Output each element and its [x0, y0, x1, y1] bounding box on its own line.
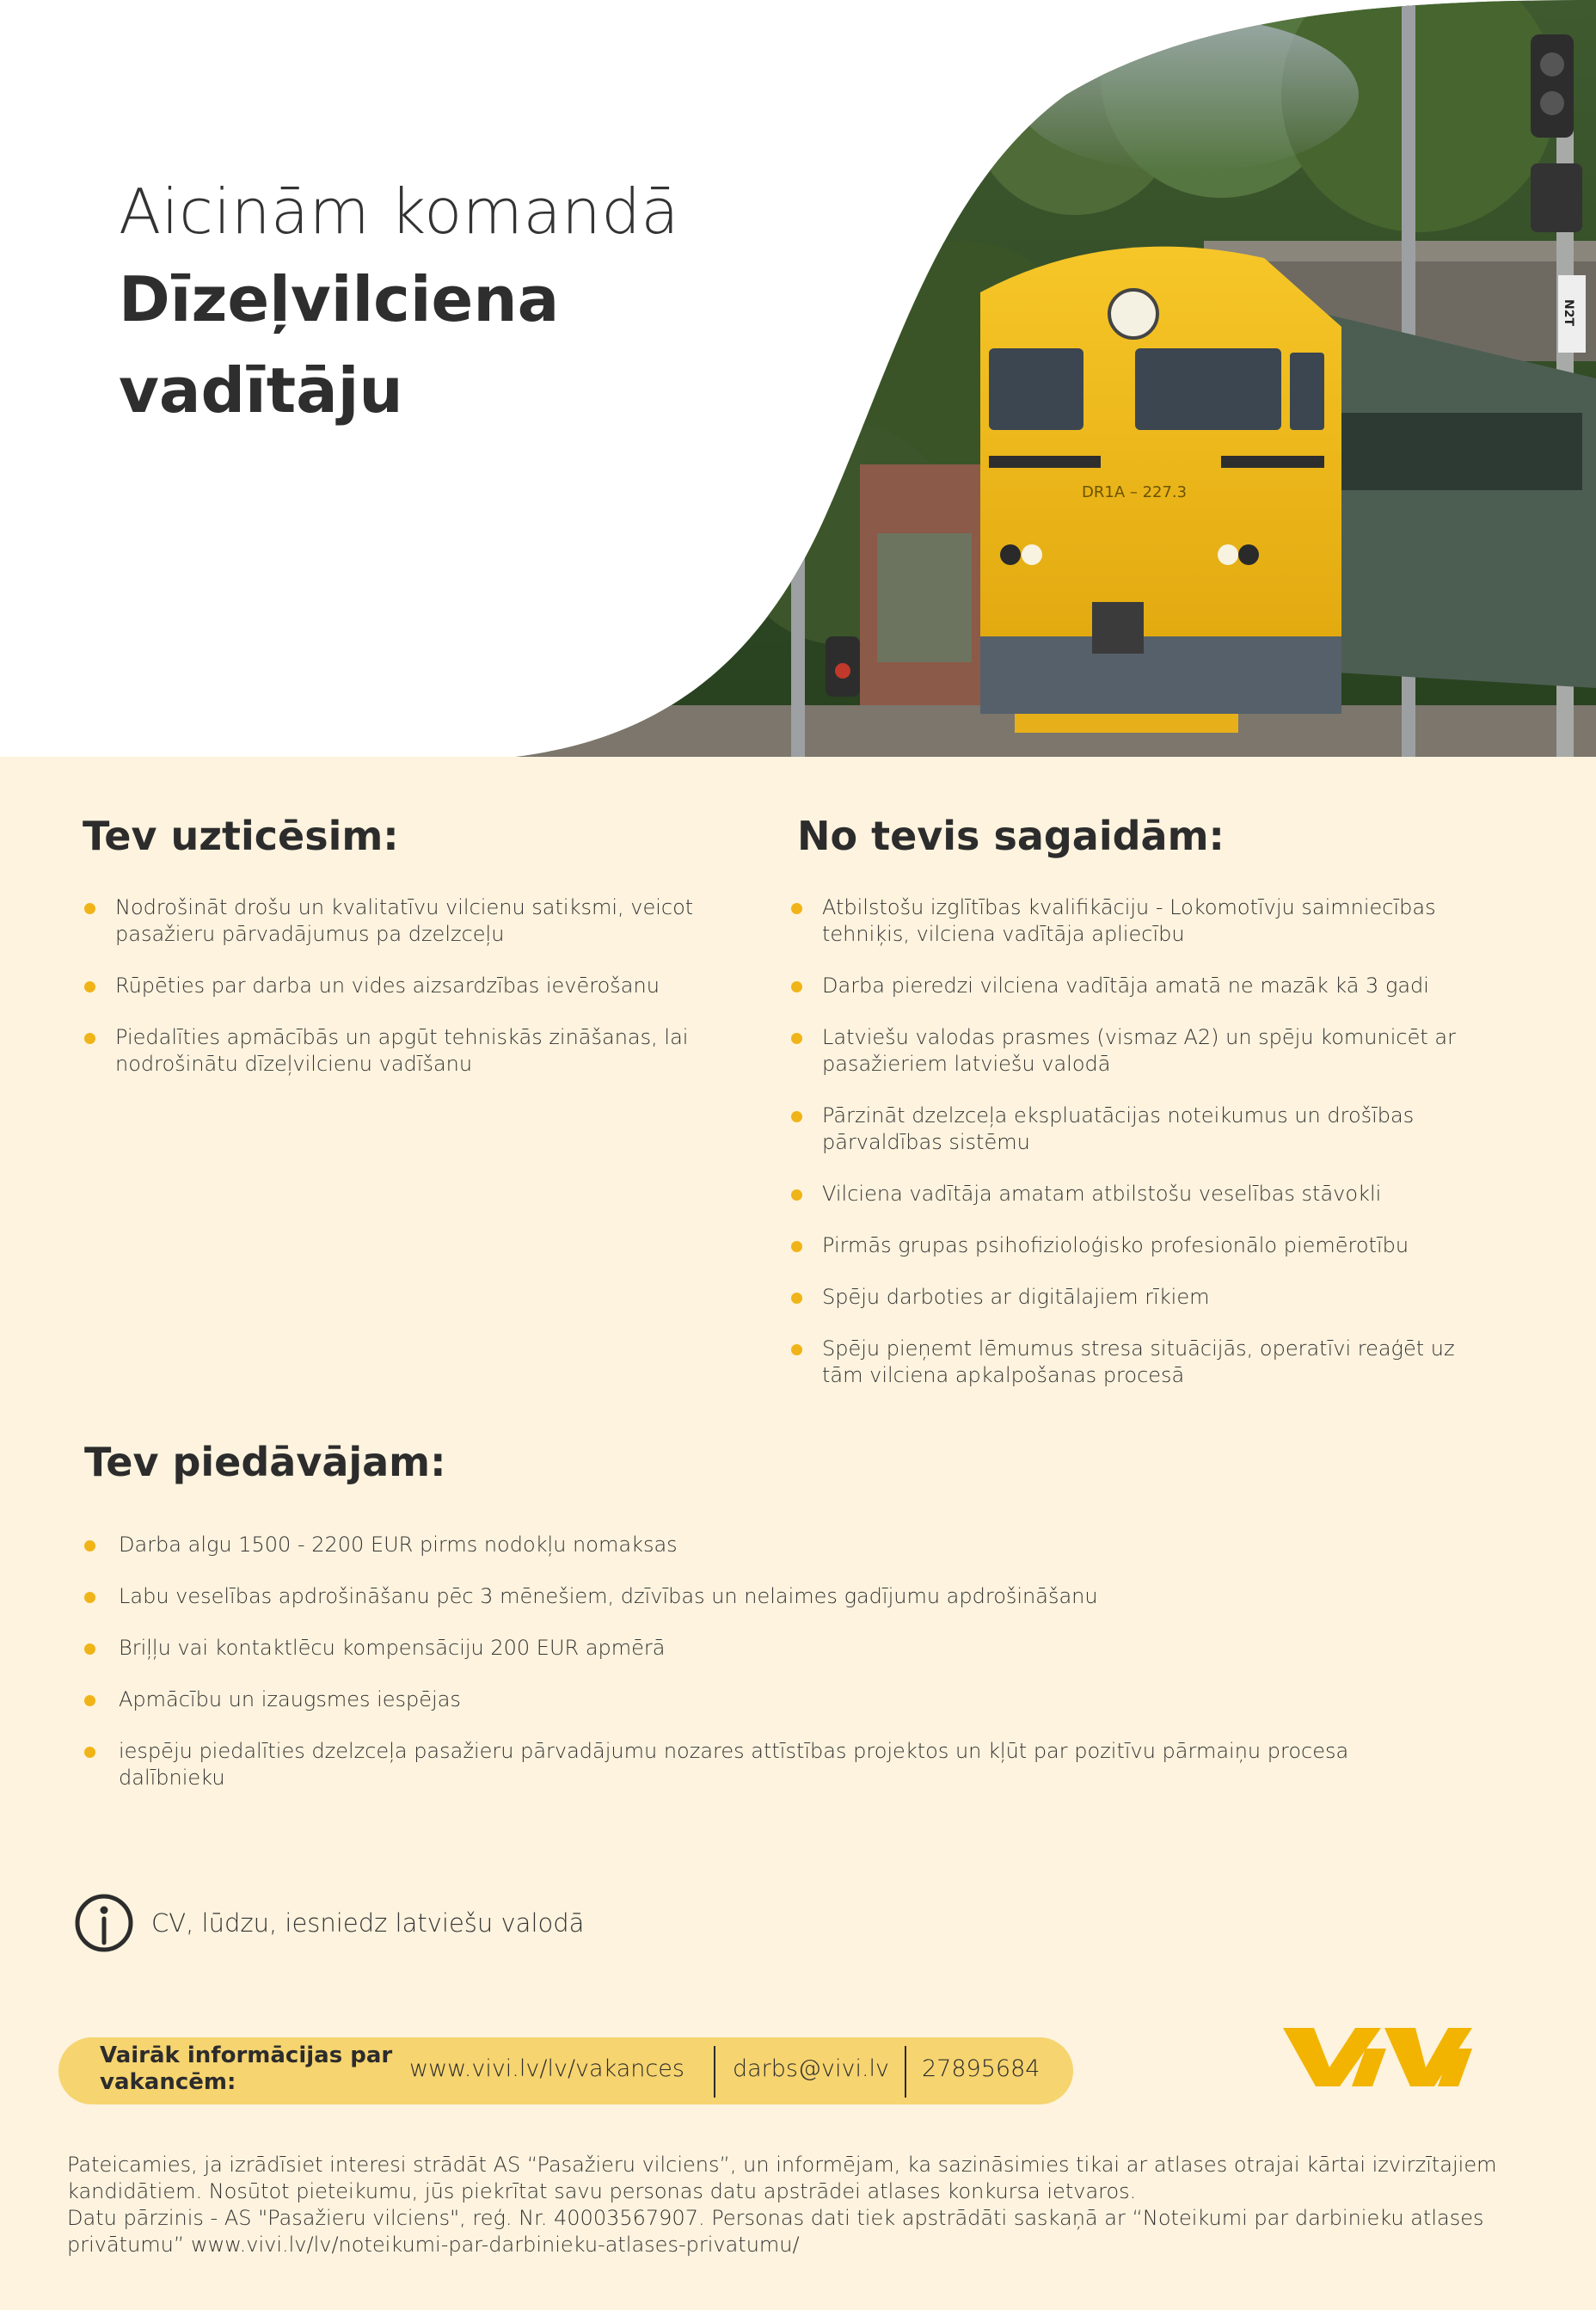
bullet-dot — [84, 1747, 95, 1758]
hero-banner — [0, 0, 1596, 757]
contact-bar — [58, 2037, 1073, 2104]
privacy-footer — [67, 2152, 1546, 2258]
bullet-dot — [84, 1695, 95, 1706]
list-item — [791, 973, 1462, 999]
list-item-text: Briļļu vai kontaktlēcu kompensāciju 200 EUR apmērā — [119, 1636, 666, 1660]
bullet-dot — [84, 903, 95, 914]
vivi-logo — [1280, 2023, 1476, 2092]
list-item-text: Apmācību un izaugsmes iespējas — [119, 1687, 461, 1711]
bullet-dot — [84, 1643, 95, 1655]
list-item — [791, 1103, 1462, 1156]
list-item — [84, 894, 703, 948]
list-item — [84, 1686, 1460, 1713]
list-item-text: Spēju darboties ar digitālajiem rīkiem — [822, 1285, 1210, 1309]
website-link[interactable]: www.vivi.lv/lv/vakances — [409, 2055, 684, 2082]
list-item — [791, 1336, 1462, 1389]
email-link[interactable]: darbs@vivi.lv — [733, 2055, 890, 2082]
note-text: CV, lūdzu, iesniedz latviešu valodā — [151, 1908, 585, 1938]
expect-list — [791, 894, 1462, 1414]
bullet-dot — [84, 1592, 95, 1603]
list-item — [791, 1024, 1462, 1078]
bullet-dot — [791, 1241, 802, 1252]
offer-list — [84, 1532, 1460, 1816]
expect-heading: No tevis sagaidām: — [797, 813, 1225, 859]
bullet-dot — [791, 903, 802, 914]
bullet-dot — [791, 1111, 802, 1122]
list-item-text: Spēju pieņemt lēmumus stresa situācijās, operatīvi reaģēt uz tām vilciena apkalpošanas procesā — [822, 1336, 1455, 1387]
list-item-text: Piedalīties apmācībās un apgūt tehniskās zināšanas, lai nodrošinātu dīzeļvilcienu vadīšanu — [115, 1025, 689, 1076]
list-item-text: Atbilstošu izglītības kvalifikāciju - Lokomotīvju saimniecības tehniķis, vilciena vadītāja apliecību — [822, 895, 1436, 946]
contact-divider — [905, 2046, 906, 2098]
cv-language-note — [74, 1893, 584, 1953]
job-title-line1: Dīzeļvilciena — [119, 263, 560, 335]
contact-divider — [714, 2046, 715, 2098]
bullet-dot — [791, 981, 802, 992]
contact-label: Vairāk informācijas par vakancēm: — [100, 2043, 393, 2095]
train-number-label: DR1A – 227.3 — [1082, 483, 1188, 501]
footer-thanks: Pateicamies, ja izrādīsiet interesi strādāt AS “Pasažieru vilciens”, un informējam, ka sazināsimies tikai ar atlases otrajai kārtai izvirzītajiem kandidātiem. Nosūtot pieteikumu, jūs piekrītat savu personas datu apstrādei atlases konkursa ietvaros. — [67, 2153, 1497, 2203]
list-item-text: Darba pieredzi vilciena vadītāja amatā ne mazāk kā 3 gadi — [822, 974, 1429, 998]
list-item-text: Darba algu 1500 - 2200 EUR pirms nodokļu nomaksas — [119, 1533, 678, 1557]
list-item — [84, 1635, 1460, 1662]
bullet-dot — [84, 1033, 95, 1044]
list-item-text: Labu veselības apdrošināšanu pēc 3 mēnešiem, dzīvības un nelaimes gadījumu apdrošināšanu — [119, 1584, 1098, 1608]
trust-heading: Tev uzticēsim: — [83, 813, 399, 859]
bullet-dot — [84, 1540, 95, 1551]
trust-list — [84, 894, 703, 1103]
list-item-text: Latviešu valodas prasmes (vismaz A2) un spēju komunicēt ar pasažieriem latviešu valodā — [822, 1025, 1456, 1076]
list-item — [791, 894, 1462, 948]
list-item-text: Vilciena vadītāja amatam atbilstošu veselības stāvokli — [822, 1182, 1382, 1206]
hero-title — [119, 172, 772, 433]
list-item-text: iespēju piedalīties dzelzceļa pasažieru pārvadājumu nozares attīstības projektos un kļūt par pozitīvu pārmaiņu procesa dalībnieku — [119, 1739, 1349, 1790]
list-item — [84, 1532, 1460, 1558]
job-title-line2: vadītāju — [119, 354, 403, 427]
list-item-text: Nodrošināt drošu un kvalitatīvu vilcienu satiksmi, veicot pasažieru pārvadājumus pa dzelzceļu — [115, 895, 694, 946]
hero-lead: Aicinām komandā — [119, 175, 680, 248]
phone-link[interactable]: 27895684 — [922, 2055, 1040, 2082]
info-icon — [74, 1893, 134, 1953]
list-item-text: Rūpēties par darba un vides aizsardzības ievērošanu — [115, 974, 660, 998]
list-item — [791, 1284, 1462, 1311]
list-item — [84, 1583, 1460, 1610]
offer-heading: Tev piedāvājam: — [84, 1439, 446, 1485]
bullet-dot — [791, 1293, 802, 1304]
bullet-dot — [791, 1344, 802, 1355]
list-item-text: Pārzināt dzelzceļa ekspluatācijas noteikumus un drošības pārvaldības sistēmu — [822, 1103, 1415, 1154]
signal-sign-label: N2T — [1562, 299, 1575, 327]
footer-data-controller: Datu pārzinis - AS "Pasažieru vilciens", reģ. Nr. 40003567907. Personas dati tiek apstrādāti saskaņā ar “Noteikumi par darbinieku atlases privātumu” www.vivi.lv/lv/noteikumi-par-darbinieku-atlases-privatumu/ — [67, 2206, 1484, 2257]
bullet-dot — [791, 1033, 802, 1044]
list-item — [84, 1738, 1460, 1791]
list-item — [791, 1232, 1462, 1259]
list-item — [791, 1181, 1462, 1207]
list-item — [84, 973, 703, 999]
list-item-text: Pirmās grupas psihofizioloģisko profesionālo piemērotību — [822, 1233, 1409, 1257]
bullet-dot — [84, 981, 95, 992]
bullet-dot — [791, 1189, 802, 1201]
list-item — [84, 1024, 703, 1078]
